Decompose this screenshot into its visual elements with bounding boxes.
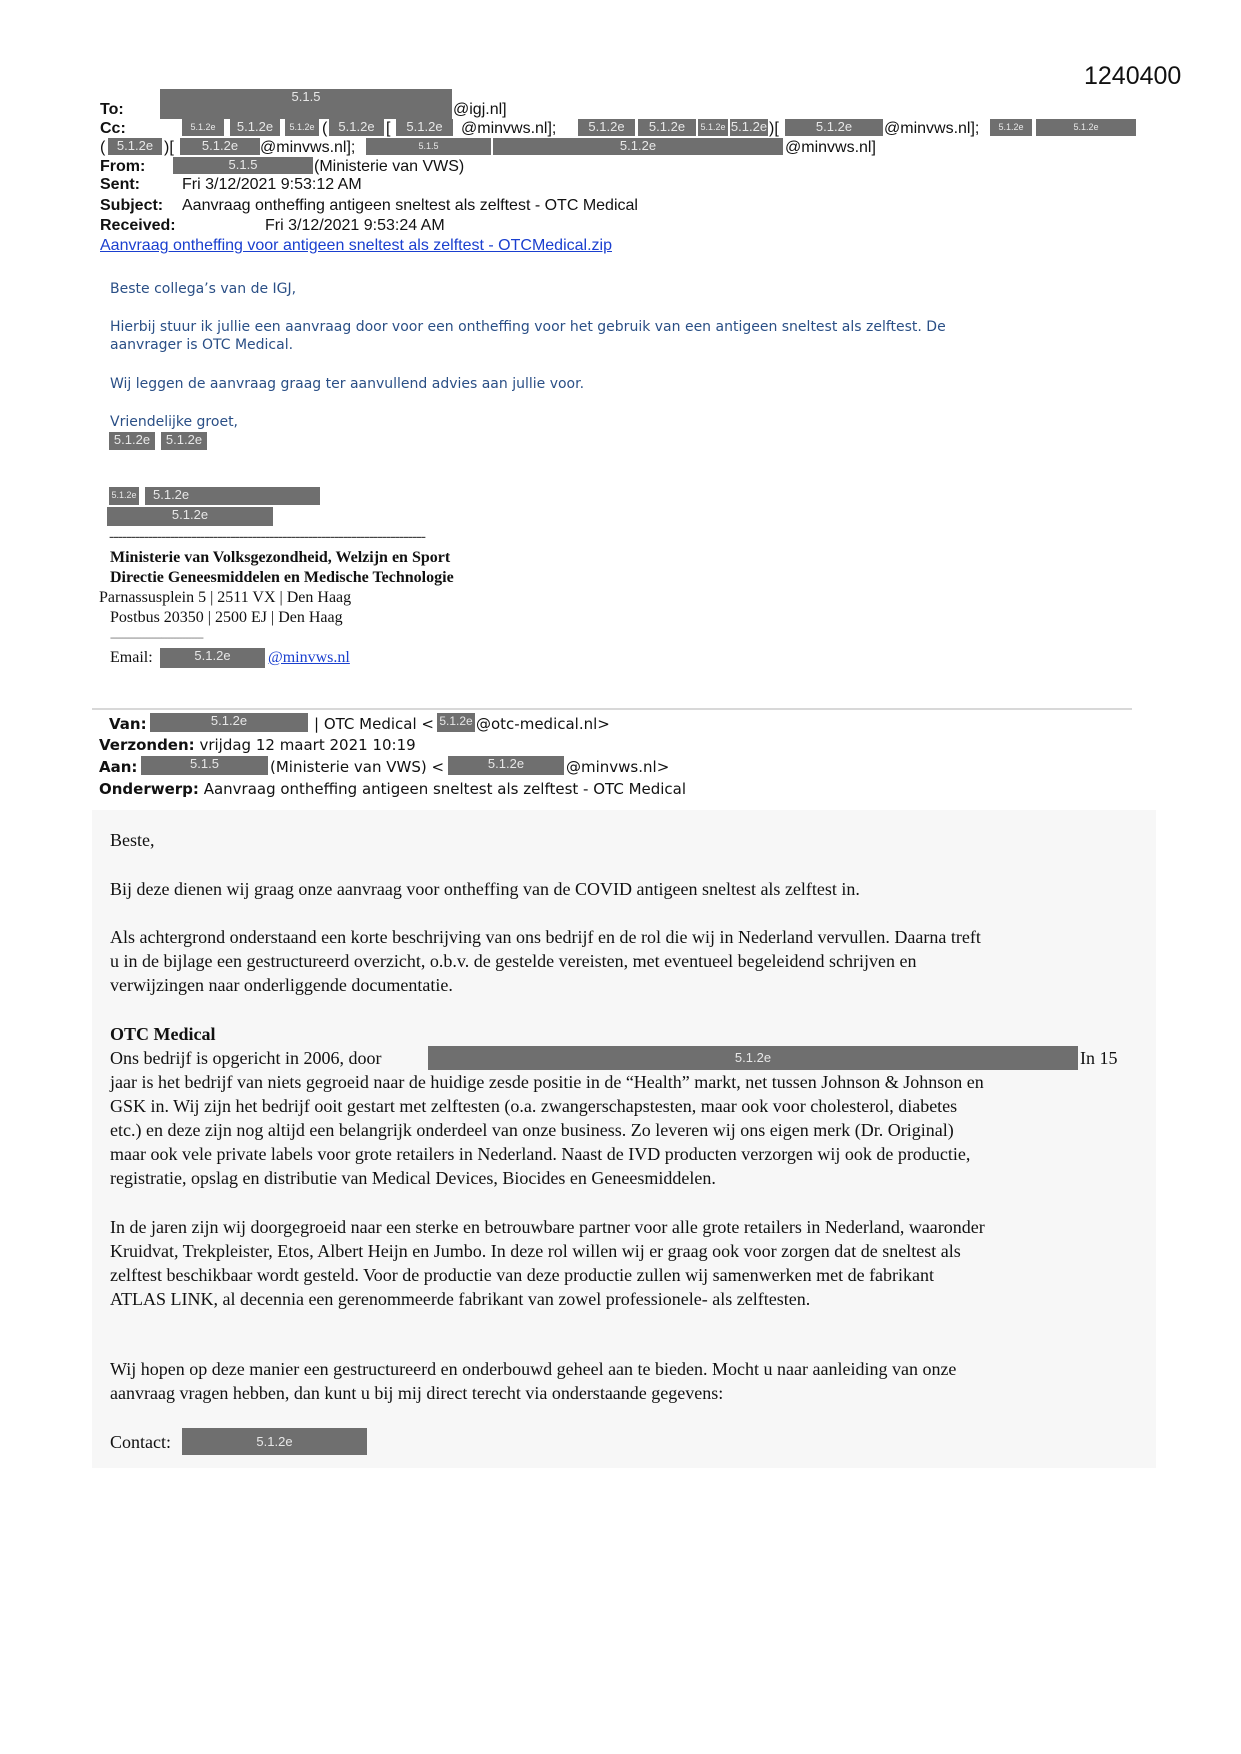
redaction-box: 5.1.2e (730, 119, 768, 134)
signature-short-divider: ------------------------------- (110, 630, 203, 644)
letter-line: In 15 (1080, 1048, 1118, 1068)
redaction-box: 5.1.2e (180, 138, 260, 155)
aan-domain: @minvws.nl> (566, 758, 670, 776)
attachment-link[interactable]: Aanvraag ontheffing voor antigeen sneltest als zelftest - OTCMedical.zip (100, 237, 612, 254)
redaction-box: 5.1.2e (160, 648, 265, 668)
email-label: Email: (110, 649, 153, 666)
intro-greeting: Beste collega’s van de IGJ, (110, 281, 297, 297)
aan-name: (Ministerie van VWS) < (270, 758, 445, 776)
redaction-box: 5.1.5 (141, 756, 268, 775)
sent-label: Sent: (100, 176, 140, 193)
cc-fragment: ( (322, 120, 328, 137)
van-company: | OTC Medical < (314, 715, 434, 733)
redaction-box: 5.1.2e (448, 756, 564, 775)
letter-line: Kruidvat, Trekpleister, Etos, Albert Heijn en Jumbo. In deze rol willen wij er graag ook voor zorgen dat de sneltest als (110, 1241, 961, 1261)
to-label: To: (100, 101, 124, 118)
subject-label: Subject: (100, 197, 164, 214)
letter-line: u in de bijlage een gestructureerd overzicht, o.b.v. de gestelde vereisten, met eventueel begeleidend schrijven en (110, 951, 917, 971)
address-line: Parnassusplein 5 | 2511 VX | Den Haag (99, 589, 352, 606)
letter-line: Ons bedrijf is opgericht in 2006, door (110, 1048, 382, 1068)
letter-line: GSK in. Wij zijn het bedrijf ooit gestart met zelftesten (o.a. zwangerschapstesten, maar ook voor cholesterol, diabetes (110, 1096, 958, 1116)
cc-fragment: ( (100, 139, 106, 156)
redaction-box: 5.1.2e (109, 487, 139, 505)
subject-value: Aanvraag ontheffing antigeen sneltest als zelftest - OTC Medical (182, 197, 638, 214)
cc-fragment: )[ (769, 120, 779, 137)
contact-label: Contact: (110, 1432, 171, 1452)
letter-line: verwijzingen naar onderliggende documentatie. (110, 975, 453, 995)
redaction-box: 5.1.2e (638, 119, 696, 136)
redaction-box: 5.1.5 (160, 89, 452, 119)
ministry-name: Ministerie van Volksgezondheid, Welzijn en Sport (110, 549, 451, 566)
redaction-box: 5.1.2e (285, 119, 319, 136)
redaction-box: 5.1.2e (150, 713, 308, 732)
letter-greeting: Beste, (110, 830, 155, 850)
redaction-box: 5.1.2e (1036, 119, 1136, 136)
redaction-box: 5.1.2e (698, 119, 728, 136)
redaction-box: 5.1.2e (182, 1428, 367, 1455)
redaction-box: 5.1.2e (990, 119, 1032, 136)
intro-line: Hierbij stuur ik jullie een aanvraag door voor een ontheffing voor het gebruik van een antigeen sneltest als zelftest. De (110, 319, 946, 335)
document-number: 1240400 (1084, 62, 1182, 90)
redaction-box: 5.1.5 (173, 157, 313, 174)
redaction-box: 5.1.2e (182, 119, 224, 136)
redaction-box: 5.1.2e (428, 1046, 1078, 1070)
letter-line: aanvraag vragen hebben, dan kunt u bij mij direct terecht via onderstaande gegevens: (110, 1383, 724, 1403)
verzonden-line: Verzonden: vrijdag 12 maart 2021 10:19 (99, 736, 416, 754)
section-separator (92, 708, 1132, 710)
intro-line: Wij leggen de aanvraag graag ter aanvullend advies aan jullie voor. (110, 376, 585, 392)
cc-label: Cc: (100, 120, 126, 137)
redaction-box: 5.1.2e (161, 432, 207, 450)
from-label: From: (100, 158, 146, 175)
address-line: Postbus 20350 | 2500 EJ | Den Haag (110, 609, 343, 626)
redaction-box: 5.1.5 (366, 138, 491, 155)
redaction-box: 5.1.2e (108, 138, 162, 155)
letter-line: Wij hopen op deze manier een gestructureerd en onderbouwd geheel aan te bieden. Mocht u naar aanleiding van onze (110, 1359, 957, 1379)
letter-line: maar ook vele private labels voor grote retailers in Nederland. Naast de IVD producten verzorgen wij ook de productie, (110, 1144, 971, 1164)
intro-closing: Vriendelijke groet, (110, 414, 239, 430)
redaction-box: 5.1.2e (145, 487, 320, 505)
cc-fragment: )[ (164, 139, 174, 156)
letter-line: ATLAS LINK, al decennia een gerenommeerde fabrikant van zowel professionele- als zelftesten. (110, 1289, 811, 1309)
intro-line: aanvrager is OTC Medical. (110, 337, 294, 353)
redaction-box: 5.1.2e (785, 119, 883, 136)
redaction-box: 5.1.2e (437, 713, 475, 732)
redaction-box: 5.1.2e (107, 507, 273, 526)
letter-line: registratie, opslag en distributie van Medical Devices, Biocides en Geneesmiddelen. (110, 1168, 716, 1188)
aan-label: Aan: (99, 758, 138, 776)
letter-line: jaar is het bedrijf van niets gegroeid naar de huidige zesde positie in de “Health” markt, net tussen Johnson & Johnson en (110, 1072, 984, 1092)
redaction-box: 5.1.2e (109, 432, 155, 450)
cc-fragment: [ (386, 120, 391, 137)
sent-value: Fri 3/12/2021 9:53:12 AM (182, 176, 362, 193)
cc-fragment: @minvws.nl]; (884, 120, 980, 137)
van-label: Van: (109, 715, 147, 733)
redaction-box: 5.1.2e (329, 119, 384, 136)
redaction-box: 5.1.2e (230, 119, 280, 136)
cc-fragment: @minvws.nl]; (461, 120, 557, 137)
cc-fragment: @minvws.nl]; (260, 139, 356, 156)
letter-line: Als achtergrond onderstaand een korte beschrijving van ons bedrijf en de rol die wij in Nederland vervullen. Daarna treft (110, 927, 981, 947)
from-name: (Ministerie van VWS) (314, 158, 465, 175)
to-address-tail: @igj.nl] (453, 101, 507, 118)
directorate-name: Directie Geneesmiddelen en Medische Technologie (110, 569, 454, 586)
redaction-box: 5.1.2e (493, 138, 783, 155)
received-value: Fri 3/12/2021 9:53:24 AM (265, 217, 445, 234)
letter-line: etc.) en deze zijn nog altijd een belangrijk onderdeel van onze business. Zo leveren wij ons eigen merk (Dr. Original) (110, 1120, 954, 1140)
letter-line: zelftest beschikbaar wordt gesteld. Voor de productie van deze productie zullen wij samenwerken met de fabrikant (110, 1265, 935, 1285)
signature-divider: ------------------------------------------------------------------------- (109, 528, 425, 545)
onderwerp-line: Onderwerp: Aanvraag ontheffing antigeen sneltest als zelftest - OTC Medical (99, 780, 687, 798)
redaction-box: 5.1.2e (396, 119, 453, 136)
letter-line: In de jaren zijn wij doorgegroeid naar een sterke en betrouwbare partner voor alle grote retailers in Nederland, waaronder (110, 1217, 985, 1237)
section-heading: OTC Medical (110, 1024, 216, 1044)
van-domain: @otc-medical.nl> (476, 715, 610, 733)
received-label: Received: (100, 217, 176, 234)
email-link[interactable]: @minvws.nl (268, 649, 350, 666)
redaction-box: 5.1.2e (578, 119, 635, 136)
cc-fragment: @minvws.nl] (785, 139, 876, 156)
letter-paragraph: Bij deze dienen wij graag onze aanvraag voor ontheffing van de COVID antigeen sneltest als zelftest in. (110, 879, 860, 899)
